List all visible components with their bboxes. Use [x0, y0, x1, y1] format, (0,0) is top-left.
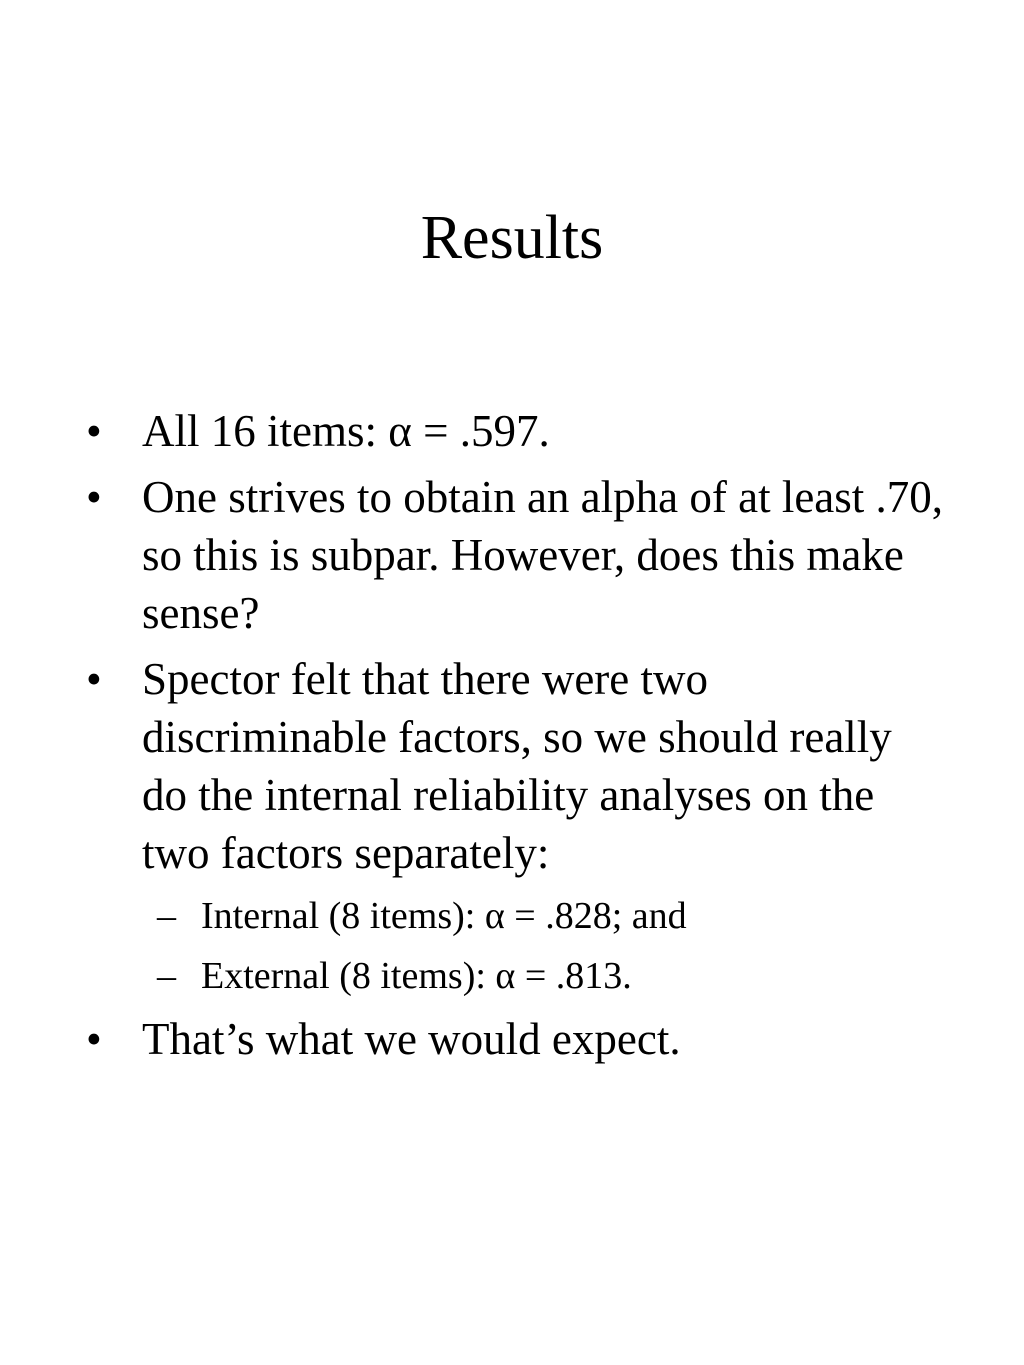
bullet-item-3	[0, 650, 1024, 882]
sub-bullet-marker: –	[157, 955, 176, 997]
bullet-marker: •	[86, 1014, 102, 1064]
sub-bullet-item-1	[0, 890, 1024, 942]
bullet-text: One strives to obtain an alpha of at least .70, so this is subpar. However, does this make sense?	[142, 472, 944, 638]
sub-bullet-item-2	[0, 950, 1024, 1002]
slide-body	[0, 402, 1024, 1076]
sub-bullet-marker: –	[157, 895, 176, 937]
bullet-item-1	[0, 402, 1024, 460]
bullet-text: All 16 items: α = .597.	[142, 406, 550, 456]
bullet-text: Spector felt that there were two discriminable factors, so we should really do the internal reliability analyses on the two factors separately:	[142, 654, 892, 878]
slide-title: Results	[420, 204, 604, 272]
sub-bullet-text: External (8 items): α = .813.	[201, 955, 632, 997]
sub-bullet-text: Internal (8 items): α = .828; and	[201, 895, 687, 937]
bullet-marker: •	[86, 472, 102, 522]
bullet-text: That’s what we would expect.	[142, 1014, 681, 1064]
bullet-marker: •	[86, 654, 102, 704]
bullet-item-2	[0, 468, 1024, 642]
bullet-item-4	[0, 1010, 1024, 1068]
bullet-marker: •	[86, 406, 102, 456]
